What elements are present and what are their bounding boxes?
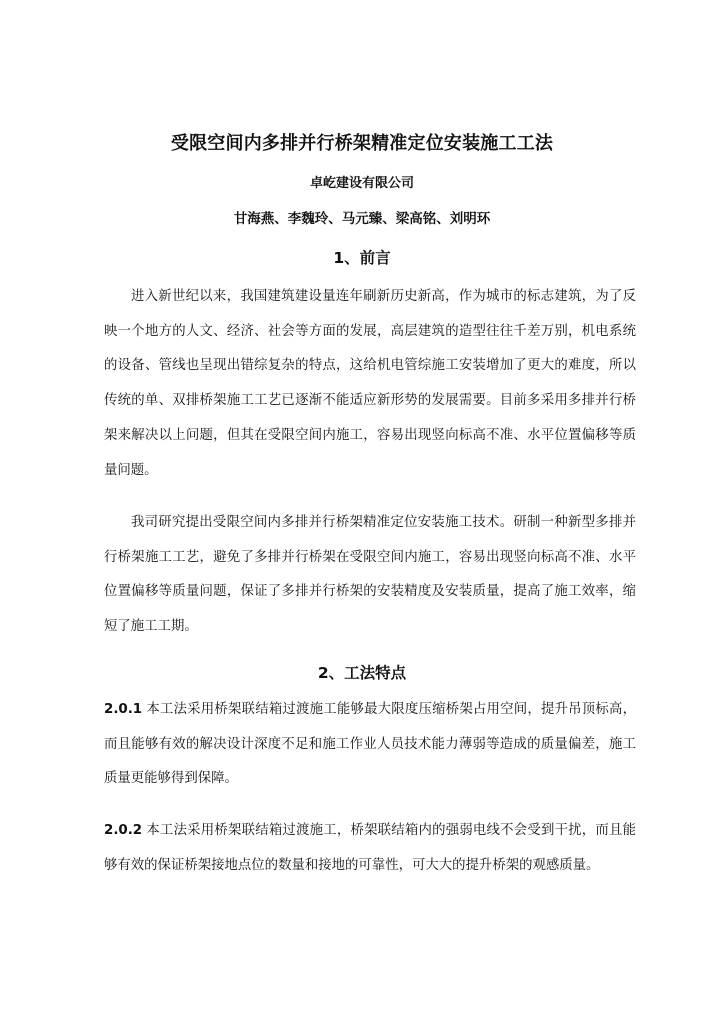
clause-number: 2.0.2 [104,823,143,838]
author-list: 甘海燕、李魏玲、马元臻、梁高铭、刘明环 [233,211,491,227]
feature-item-2-0-2 [104,814,636,883]
clause-text: 本工法采用桥架联结箱过渡施工，桥架联结箱内的强弱电线不会受到干扰，而且能够有效的保证桥架接地点位的数量和接地的可靠性，可大大的提升桥架的观感质量。 [104,823,636,873]
clause-number: 2.0.1 [104,702,143,717]
clause-text: 本工法采用桥架联结箱过渡施工能够最大限度压缩桥架占用空间，提升吊顶标高，而且能够有效的解决设计深度不足和施工作业人员技术能力薄弱等造成的质量偏差，施工质量更能够得到保障。 [104,702,636,787]
feature-item-2-0-1 [104,693,636,797]
company-name: 卓屹建设有限公司 [309,176,414,191]
preface-paragraph-2: 我司研究提出受限空间内多排并行桥架精准定位安装施工技术。研制一种新型多排并行桥架施工工艺，避免了多排并行桥架在受限空间内施工，容易出现竖向标高不准、水平位置偏移等质量问题，保证了多排并行桥架的安装精度及安装质量，提高了施工效率，缩短了施工工期。 [104,515,636,635]
document-title: 受限空间内多排并行桥架精准定位安装施工工法 [170,133,554,154]
section-heading-preface: 1、前言 [333,249,391,267]
preface-paragraph-1: 进入新世纪以来，我国建筑建设量连年刷新历史新高，作为城市的标志建筑，为了反映一个地方的人文、经济、社会等方面的发展，高层建筑的造型往往千差万别，机电系统的设备、管线也呈现出错综复杂的特点，这给机电管综施工安装增加了更大的难度，所以传统的单、双排桥架施工工艺已逐渐不能适应新形势的发展需要。目前多采用多排并行桥架来解决以上问题，但其在受限空间内施工，容易出现竖向标高不准、水平位置偏移等质量问题。 [104,289,636,478]
section-heading-features: 2、工法特点 [317,664,407,682]
